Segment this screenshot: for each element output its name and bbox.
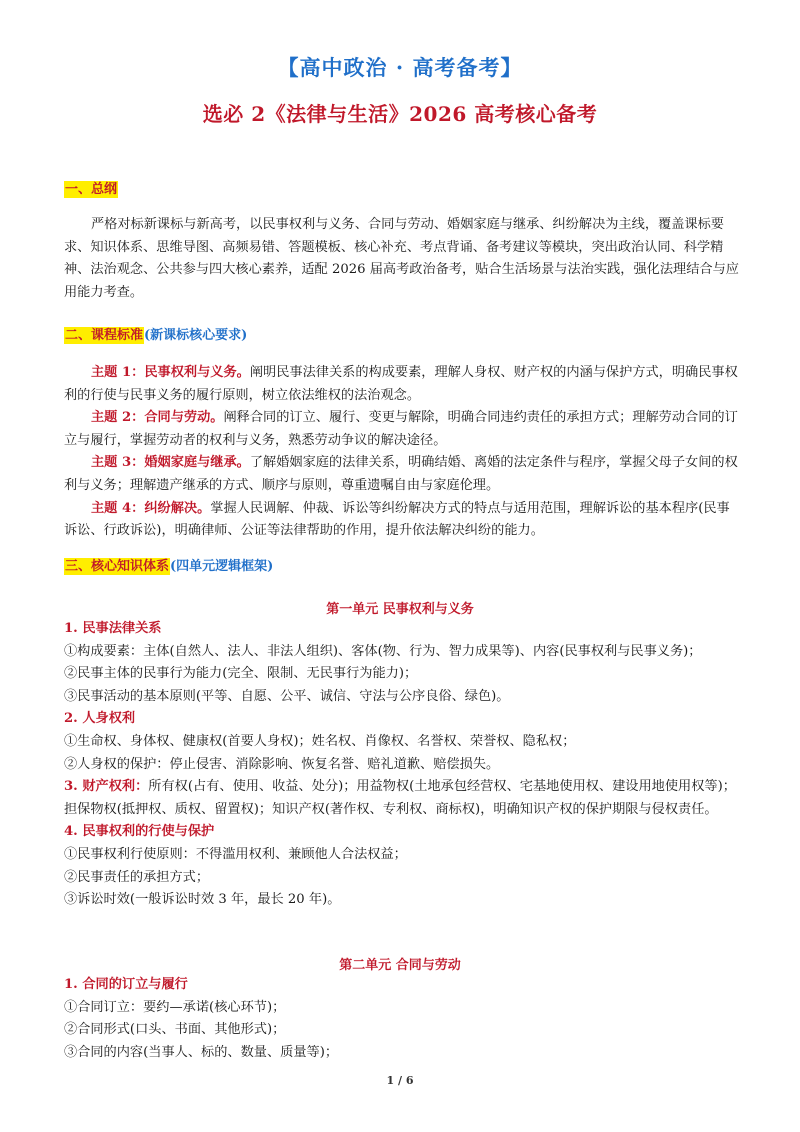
unit-1-point-1-title: 1. 民事法律关系 xyxy=(64,621,162,636)
topic-label: 主题 4：纠纷解决。 xyxy=(91,500,211,516)
unit-2-content xyxy=(64,974,740,1064)
list-item: ②民事责任的承担方式； xyxy=(64,869,210,885)
list-item: ②民事主体的民事行为能力(完全、限制、无民事行为能力)； xyxy=(64,666,418,682)
list-item: ②人身权的保护：停止侵害、消除影响、恢复名誉、赔礼道歉、赔偿损失。 xyxy=(64,756,500,772)
section-heading-curriculum xyxy=(64,324,247,343)
topic-label: 主题 3：婚姻家庭与继承。 xyxy=(91,455,250,471)
list-item: ③民事活动的基本原则(平等、自愿、公平、诚信、守法与公序良俗、绿色)。 xyxy=(64,688,510,704)
unit-2-point-1-title: 1. 合同的订立与履行 xyxy=(64,977,188,992)
list-item: ①生命权、身体权、健康权(首要人身权)；姓名权、肖像权、名誉权、荣誉权、隐私权； xyxy=(64,733,576,749)
section-heading-knowledge-system xyxy=(64,555,273,574)
unit-1-point-3 xyxy=(64,776,740,821)
topic-text: 阐明民事法律关系的构成要素，理解人身权、财产权的内涵与保护方式，明确民事权利的行使与民事义务的履行原则，树立依法维权的法治观念。 xyxy=(64,365,738,403)
list-item: ③诉讼时效(一般诉讼时效 3 年，最长 20 年)。 xyxy=(64,892,341,908)
section-heading-label: 二、课程标准 xyxy=(65,328,144,343)
section-heading-label: 一、总纲 xyxy=(65,182,118,197)
section-heading-subtitle: (新课标核心要求) xyxy=(144,328,248,343)
topic-text: 掌握人民调解、仲裁、诉讼等纠纷解决方式的特点与适用范围，理解诉讼的基本程序(民事诉讼、行政诉讼)，明确律师、公证等法律帮助的作用，提升依法解决纠纷的能力。 xyxy=(64,500,730,539)
overview-text: 严格对标新课标与新高考，以民事权利与义务、合同与劳动、婚姻家庭与继承、纠纷解决为主线，覆盖课标要求、知识体系、思维导图、高频易错、答题模板、核心补充、考点背诵、备考建议等模块，突出政治认同、科学精神、法治观念、公共参与四大核心素养，适配 2026 届高考政治备考，贴合生活场景与法治实践，强化法理结合与应用能力考查。 xyxy=(64,217,739,300)
overview-paragraph xyxy=(64,214,740,304)
unit-1-point-3-title: 3. 财产权利： xyxy=(64,779,149,795)
topic-3 xyxy=(64,452,740,497)
curriculum-topics xyxy=(64,362,740,543)
unit-2-title: 第二单元 合同与劳动 xyxy=(339,958,461,973)
list-item: ②合同形式(口头、书面、其他形式)； xyxy=(64,1022,286,1038)
topic-2 xyxy=(64,407,740,452)
topic-label: 主题 2：合同与劳动。 xyxy=(91,410,224,426)
section-heading-overview xyxy=(64,178,118,197)
unit-1-content xyxy=(64,618,740,912)
document-series-title: 【高中政治 · 高考备考】 xyxy=(277,55,523,80)
unit-1-point-3-text: 所有权(占有、使用、收益、处分)；用益物权(土地承包经营权、宅基地使用权、建设用地使用权等)；担保物权(抵押权、质权、留置权)；知识产权(著作权、专利权、商标权)，明确知识产权的保护期限与侵权责任。 xyxy=(64,779,736,817)
unit-1-point-2-title: 2. 人身权利 xyxy=(64,711,136,727)
topic-1 xyxy=(64,362,740,407)
topic-label: 主题 1：民事权利与义务。 xyxy=(91,365,250,380)
list-item: ①合同订立：要约—承诺(核心环节)； xyxy=(64,999,286,1015)
topic-text: 阐释合同的订立、履行、变更与解除，明确合同违约责任的承担方式；理解劳动合同的订立与履行，掌握劳动者的权利与义务，熟悉劳动争议的解决途径。 xyxy=(64,410,738,448)
unit-1-title: 第一单元 民事权利与义务 xyxy=(326,602,474,617)
section-heading-subtitle: (四单元逻辑框架) xyxy=(170,559,274,574)
section-heading-label: 三、核心知识体系 xyxy=(65,559,170,574)
list-item: ③合同的内容(当事人、标的、数量、质量等)； xyxy=(64,1044,339,1060)
topic-4 xyxy=(64,498,740,543)
topic-text: 了解婚姻家庭的法律关系，明确结婚、离婚的法定条件与程序，掌握父母子女间的权利与义务；理解遗产继承的方式、顺序与原则，尊重遗嘱自由与家庭伦理。 xyxy=(64,455,738,493)
document-main-title: 选必 2《法律与生活》2026 高考核心备考 xyxy=(202,102,598,126)
list-item: ①构成要素：主体(自然人、法人、非法人组织)、客体(物、行为、智力成果等)、内容(民事权利与民事义务)； xyxy=(64,643,702,659)
list-item: ①民事权利行使原则：不得滥用权利、兼顾他人合法权益； xyxy=(64,846,407,862)
page-number: 1 / 6 xyxy=(386,1074,414,1087)
unit-1-point-4-title: 4. 民事权利的行使与保护 xyxy=(64,824,215,840)
